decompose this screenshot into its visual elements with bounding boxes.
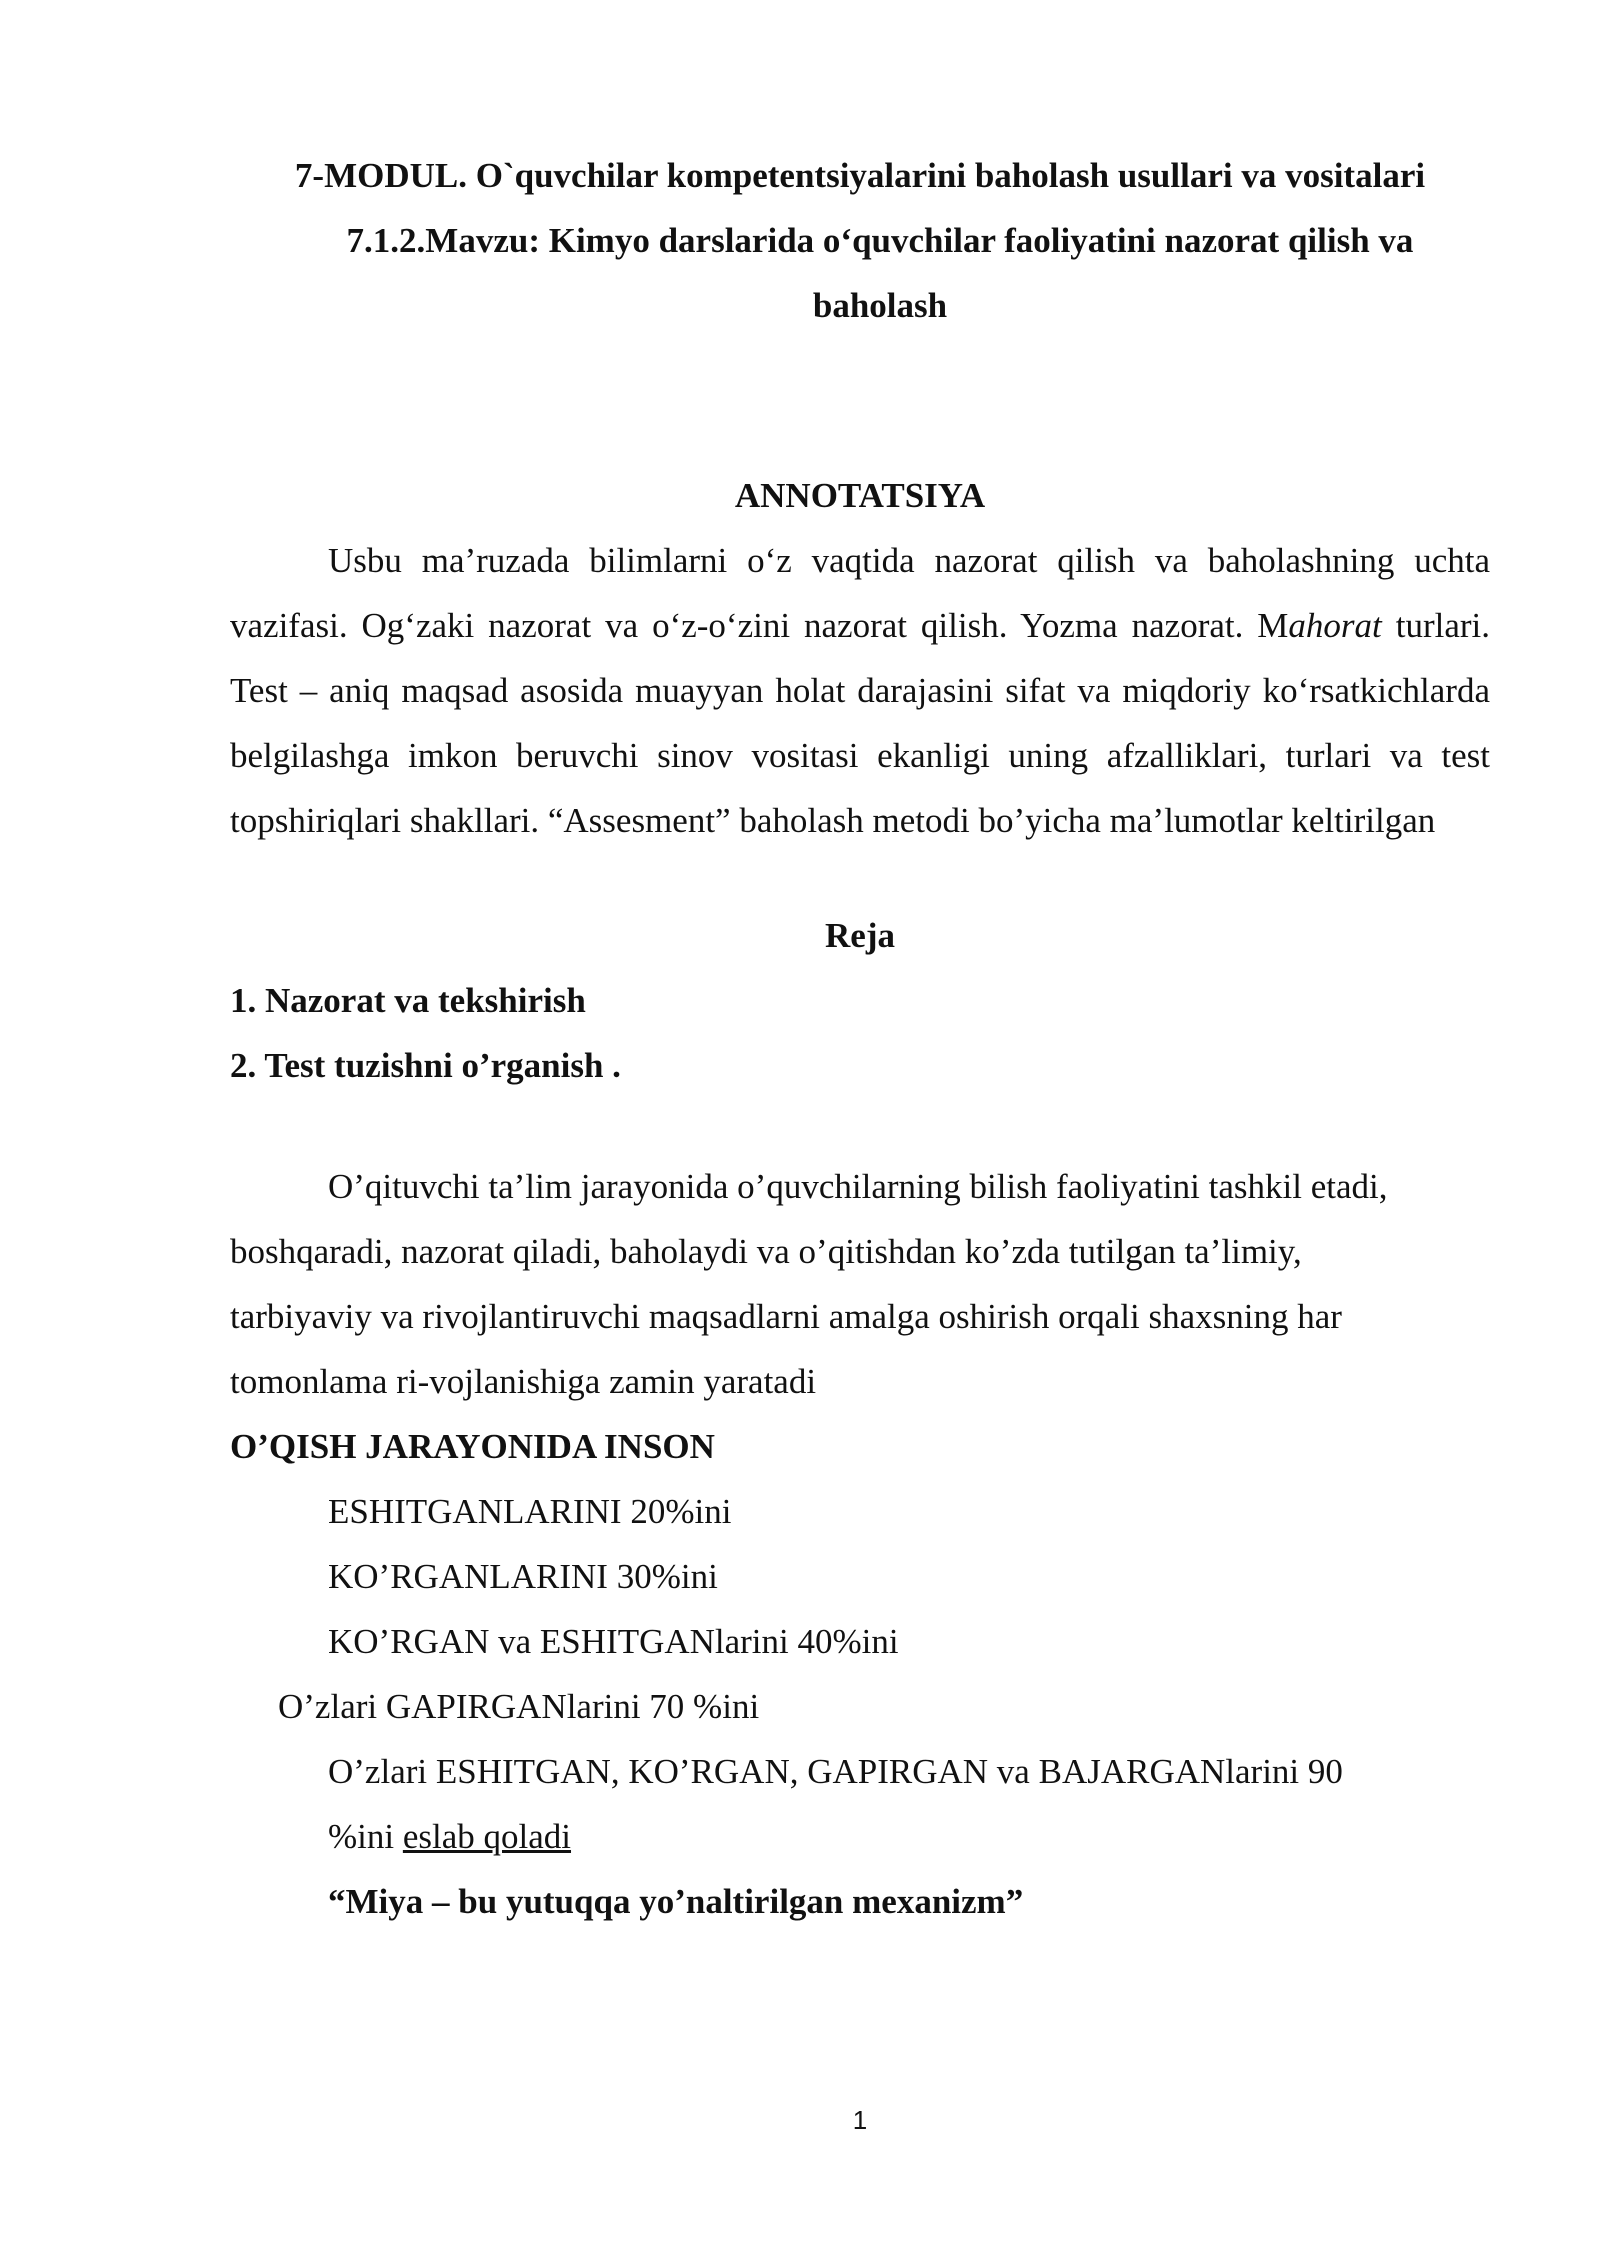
brain-quote: “Miya – bu yutuqqa yo’naltirilgan mexanizm” bbox=[328, 1882, 1024, 1921]
intro-paragraph: O’qituvchi ta’lim jarayonida o’quvchilarning bilish faoliyatini tashkil etadi, boshqaradi, nazorat qiladi, baholaydi va o’qitishdan ko’zda tutilgan ta’limiy, tarbiyaviy va rivojlantiruvchi maqsadlarni amalga oshirish orqali shaxsning har tomonlama ri-vojlanishiga zamin yaratadi bbox=[230, 1167, 1388, 1401]
learning-stat: KO’RGAN va ESHITGANlarini 40%ini bbox=[328, 1622, 899, 1661]
annotation-text bbox=[230, 528, 1490, 853]
annotation-heading: ANNOTATSIYA bbox=[734, 476, 986, 515]
page-content bbox=[230, 143, 1490, 1934]
learning-stat: O’zlari GAPIRGANlarini 70 %ini bbox=[278, 1687, 760, 1726]
plan-heading: Reja bbox=[825, 916, 895, 955]
annotation-text-italic: ahorat bbox=[1288, 606, 1382, 645]
learning-stat-last-line1: O’zlari ESHITGAN, KO’RGAN, GAPIRGAN va BAJARGANlarini 90 bbox=[328, 1752, 1343, 1791]
topic-title-line1: 7.1.2.Mavzu: Kimyo darslarida o‘quvchilar faoliyatini nazorat qilish va bbox=[346, 221, 1414, 260]
learning-stat: ESHITGANLARINI 20%ini bbox=[328, 1492, 732, 1531]
plan-item: 1. Nazorat va tekshirish bbox=[230, 981, 586, 1020]
learning-stat-underlined: eslab qoladi bbox=[402, 1817, 572, 1856]
learning-heading: O’QISH JARAYONIDA INSON bbox=[230, 1427, 715, 1466]
plan-item: 2. Test tuzishni o’rganish . bbox=[230, 1046, 621, 1085]
module-title: 7-MODUL. O`quvchilar kompetentsiyalarini baholash usullari va vositalari bbox=[294, 156, 1426, 195]
learning-stat-last-line2 bbox=[230, 1804, 1490, 1869]
learning-stat-prefix: %ini bbox=[328, 1817, 403, 1856]
learning-stat: KO’RGANLARINI 30%ini bbox=[328, 1557, 718, 1596]
page-number: 1 bbox=[852, 2105, 868, 2135]
annotation-text-part1: Usbu ma’ruzada bilimlarni o‘z vaqtida nazorat qilish va baholashning uchta vazifasi. Og‘zaki nazorat va o‘z-o‘zini nazorat qilish. Yozma nazorat. M bbox=[230, 541, 1490, 645]
annotation-text-part2: turlari. Test – aniq maqsad asosida muayyan holat darajasini sifat va miqdoriy ko‘rsatkichlarda belgilashga imkon beruvchi sinov vositasi ekanligi uning afzalliklari, turlari va test topshiriqlari shakllari. “Assesment” baholash metodi bo’yicha ma’lumotlar keltirilgan bbox=[230, 606, 1490, 840]
topic-title-line2: baholash bbox=[812, 286, 948, 325]
